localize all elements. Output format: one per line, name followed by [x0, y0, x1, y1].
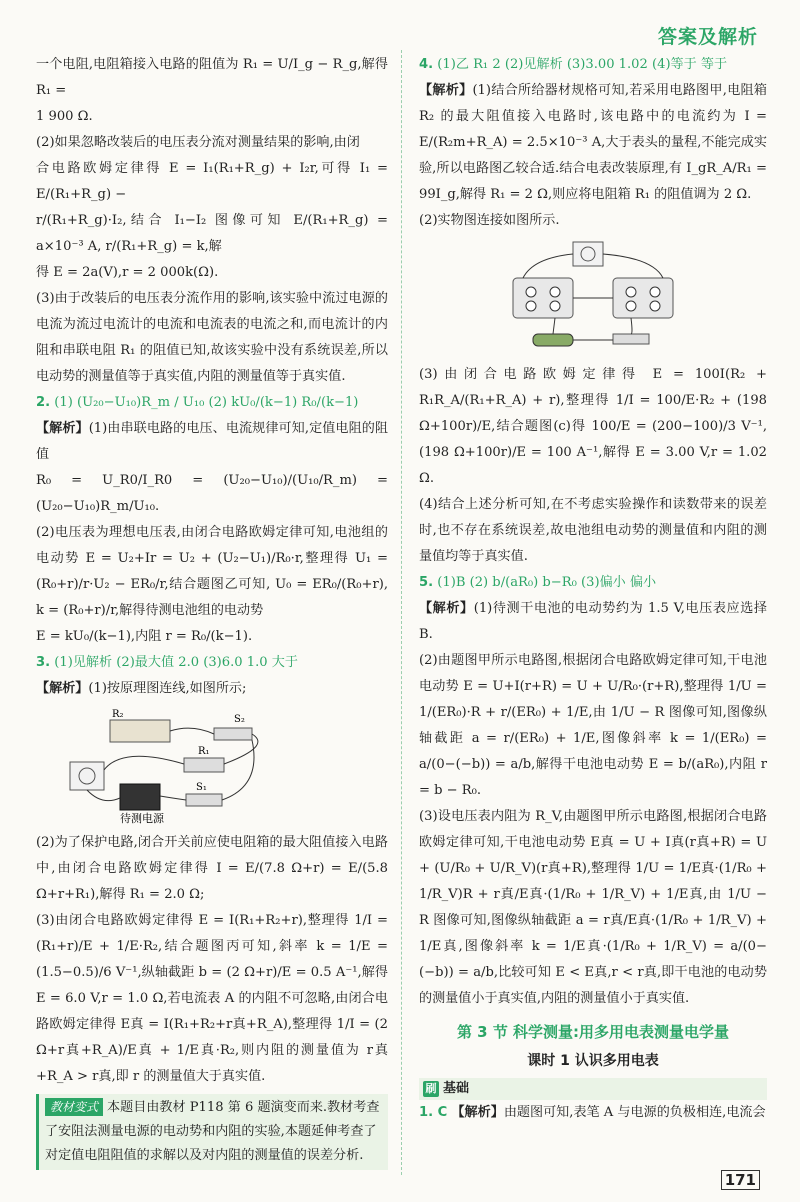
- paragraph: (2)为了保护电路,闭合开关前应使电阻箱的最大阻值接入电路中,由闭合电路欧姆定律得 I = E/(7.8 Ω+r) = E/(5.8 Ω+r+R₁),解得 R₁ = 2.0 Ω;: [36, 835, 388, 902]
- textbook-variant-note: [36, 1094, 388, 1170]
- paragraph: (2)如果忽略改装后的电压表分流对测量结果的影响,由闭: [36, 135, 360, 150]
- analysis-text: (1)按原理图连线,如图所示;: [88, 681, 247, 696]
- question-number: 2.: [36, 395, 51, 410]
- question-number: 1. C: [419, 1105, 448, 1120]
- analysis-tag: 【解析】: [36, 681, 89, 696]
- question-4-answer: [419, 52, 767, 78]
- figure-caption: 待测电源: [120, 812, 164, 825]
- battery-pack: [120, 784, 160, 810]
- analysis-text: (1)由串联电路的电压、电流规律可知,定值电阻的阻值: [36, 421, 389, 462]
- paragraph: (2)由题图甲所示电路图,根据闭合电路欧姆定律可知,干电池电动势 E = U+I(r+R) = U + U/R₀·(r+R),整理得 1/U = 1/(ER₀)·R + r/(ER₀) + 1/E,由 1/U − R 图像可知,图像纵轴截距 a = r/(ER₀) + 1/E,图像斜率 k = 1/(ER₀) = a/(0−(−b)) = a/b,解得干电池电动势 E = b/(aR₀),内阻 r = b − R₀.: [419, 653, 767, 798]
- question-2-answer: [36, 390, 388, 416]
- paragraph: 得 E = 2a(V),r = 2 000k(Ω).: [36, 265, 219, 280]
- question-5-answer: [419, 570, 767, 596]
- paragraph: (4)结合上述分析可知,在不考虑实验操作和读数带来的误差时,也不存在系统误差,故电池组电动势的测量值和内阻的测量值均等于真实值.: [419, 497, 767, 564]
- paragraph: (3)由闭合电路欧姆定律得 E = 100I(R₂ + R₁R_A/(R₁+R_A) + r),整理得 1/I = 100/E·R₂ + (198 Ω+100r)/E,结合题图(c)得 100/E = (200−100)/3 V⁻¹, (198 Ω+100r)/E = 100 A⁻¹,解得 E = 3.00 V,r = 1.02 Ω.: [419, 367, 767, 486]
- paragraph: [36, 416, 388, 468]
- resistor-r1: [184, 758, 224, 772]
- knob: [626, 287, 636, 297]
- paragraph: (3)由闭合电路欧姆定律得 E = I(R₁+R₂+r),整理得 1/I = (R₁+r)/E + 1/E·R₂,结合题图丙可知,斜率 k = 1/E = (1.5−0.5)/6 V⁻¹,纵轴截距 b = (2 Ω+r)/E = 0.5 A⁻¹,解得 E = 6.0 V,r = 1.0 Ω,若电流表 A 的内阻不可忽略,由闭合电路欧姆定律得 E真 = I(R₁+R₂+r真+R_A),整理得 1/I = (2 Ω+r真+R_A)/E真 + 1/E真·R₂,则内阻的测量值为 r真+R_A > r真,即 r 的测量值大于真实值.: [36, 913, 388, 1084]
- knob: [550, 287, 560, 297]
- question-number: 5.: [419, 575, 434, 590]
- label-s1: S₁: [196, 782, 207, 793]
- resistance-box-r2: [110, 720, 170, 742]
- paragraph: 1 900 Ω.: [36, 109, 93, 124]
- analysis-tag: 【解析】: [451, 1105, 504, 1120]
- answer-text: (1) (U₂₀−U₁₀)R_m / U₁₀ (2) kU₀/(k−1) R₀/(k−1): [54, 395, 359, 410]
- meter: [573, 242, 603, 266]
- section-heading: 第 3 节 科学测量:用多用电表测量电学量: [456, 1023, 730, 1041]
- basic-bar: [419, 1078, 767, 1100]
- knob: [526, 301, 536, 311]
- left-column: [36, 52, 388, 1170]
- battery: [533, 334, 573, 346]
- paragraph: R₀ = U_R0/I_R0 = (U₂₀−U₁₀)/(U₁₀/R_m) = (U₂₀−U₁₀)R_m/U₁₀.: [36, 473, 388, 514]
- answer-text: (1)见解析 (2)最大值 2.0 (3)6.0 1.0 大于: [54, 655, 298, 670]
- resistance-box-left: [513, 278, 573, 318]
- label-r2: R₂: [112, 709, 124, 720]
- paragraph: r/(R₁+R_g)·I₂,结合 I₁−I₂ 图像可知 E/(R₁+R_g) = a×10⁻³ A, r/(R₁+R_g) = k,解: [36, 213, 388, 254]
- paragraph: (2)电压表为理想电压表,由闭合电路欧姆定律可知,电池组的电动势 E = U₂+Ir = U₂ + (U₂−U₁)/R₀·r,整理得 U₁ = (R₀+r)/r·U₂ − ER₀/r,结合题图乙可知, U₀ = ER₀/(R₀+r), k = (R₀+r)/r,解得待测电池组的电动势: [36, 525, 388, 618]
- column-divider: [401, 50, 402, 1175]
- knob: [626, 301, 636, 311]
- basic-label: 基础: [443, 1081, 470, 1096]
- paragraph: [36, 676, 388, 702]
- question-number: 3.: [36, 655, 51, 670]
- resistance-box-right: [613, 278, 673, 318]
- question-3-answer: [36, 650, 388, 676]
- knob: [650, 287, 660, 297]
- knob: [650, 301, 660, 311]
- label-s2: S₂: [234, 714, 245, 725]
- page-number: 171: [721, 1170, 760, 1190]
- ammeter: [70, 762, 104, 790]
- note-text: 本题目由教材 P118 第 6 题演变而来.教材考查了安阻法测量电源的电动势和内阻的实验,本题延伸考查了对定值电阻阻值的求解以及对内阻的测量值的误差分析.: [45, 1100, 380, 1163]
- analysis-text: (1)待测干电池的电动势约为 1.5 V,电压表应选择 B.: [419, 601, 768, 642]
- switch-s1: [186, 794, 222, 806]
- right-column: [419, 52, 767, 1126]
- analysis-text: (1)结合所给器材规格可知,若采用电路图甲,电阻箱 R₂ 的最大阻值接入电路时,该电路中的电流约为 I = E/(R₂m+R_A) = 2.5×10⁻³ A,大于表头的量程,不能完成实验,所以电路图乙较合适.结合电表改装原理,有 I_gR_A/R₁ = 99I_g,解得 R₁ = 2 Ω,则应将电阻箱 R₁ 的阻值调为 2 Ω.: [419, 83, 768, 202]
- paragraph: 一个电阻,电阻箱接入电路的阻值为 R₁ = U/I_g − R_g,解得 R₁ =: [36, 57, 388, 98]
- paragraph: (2)实物图连接如图所示.: [419, 213, 560, 228]
- paragraph: 合电路欧姆定律得 E = I₁(R₁+R_g) + I₂r,可得 I₁ = E/(R₁+R_g) −: [36, 161, 388, 202]
- analysis-tag: 【解析】: [419, 83, 473, 98]
- analysis-tag: 【解析】: [419, 601, 474, 616]
- note-tag: 教材变式: [45, 1098, 103, 1116]
- brush-icon: 刷: [423, 1081, 439, 1097]
- question-1-answer: [419, 1100, 767, 1126]
- switch: [613, 334, 649, 344]
- knob: [526, 287, 536, 297]
- paragraph: E = kU₀/(k−1),内阻 r = R₀/(k−1).: [36, 629, 253, 644]
- analysis-text: 由题图可知,表笔 A 与电源的负极相连,电流会: [503, 1105, 766, 1120]
- paragraph: (3)由于改装后的电压表分流作用的影响,该实验中流过电源的电流为流过电流计的电流和电流表的电流之和,而电流计的内阻和串联电阻 R₁ 的阻值已知,故该实验中没有系统误差,所以电动势的测量值等于真实值,内阻的测量值等于真实值.: [36, 291, 388, 384]
- answer-text: (1)乙 R₁ 2 (2)见解析 (3)3.00 1.02 (4)等于 等于: [437, 57, 728, 72]
- paragraph: [419, 78, 767, 208]
- label-r1: R₁: [198, 746, 210, 757]
- circuit-wiring-figure: [62, 706, 362, 826]
- switch-s2: [214, 728, 252, 740]
- question-number: 4.: [419, 57, 434, 72]
- answer-text: (1)B (2) b/(aR₀) b−R₀ (3)偏小 偏小: [437, 575, 657, 590]
- physical-wiring-figure: [493, 238, 693, 358]
- paragraph: (3)设电压表内阻为 R_V,由题图甲所示电路图,根据闭合电路欧姆定律可知,干电池电动势 E真 = U + I真(r真+R) = U + (U/R₀ + U/R_V)(r真+R),整理得 1/U = 1/E真·(1/R₀ + 1/R_V)R + r真/E真·(1/R₀ + 1/R_V) + 1/E真,由 1/U − R 图像可知,图像纵轴截距 a = r真/E真·(1/R₀ + 1/R_V) + 1/E真,图像斜率 k = 1/E真·(1/R₀ + 1/R_V) = a/(0−(−b)) = a/b,比较可知 E < E真,r < r真,即干电池的电动势的测量值小于真实值,内阻的测量值小于真实值.: [419, 809, 767, 1006]
- analysis-tag: 【解析】: [36, 421, 89, 436]
- paragraph: [419, 596, 767, 648]
- knob: [550, 301, 560, 311]
- lesson-heading: 课时 1 认识多用电表: [527, 1053, 659, 1069]
- header-title: 答案及解析: [657, 26, 758, 48]
